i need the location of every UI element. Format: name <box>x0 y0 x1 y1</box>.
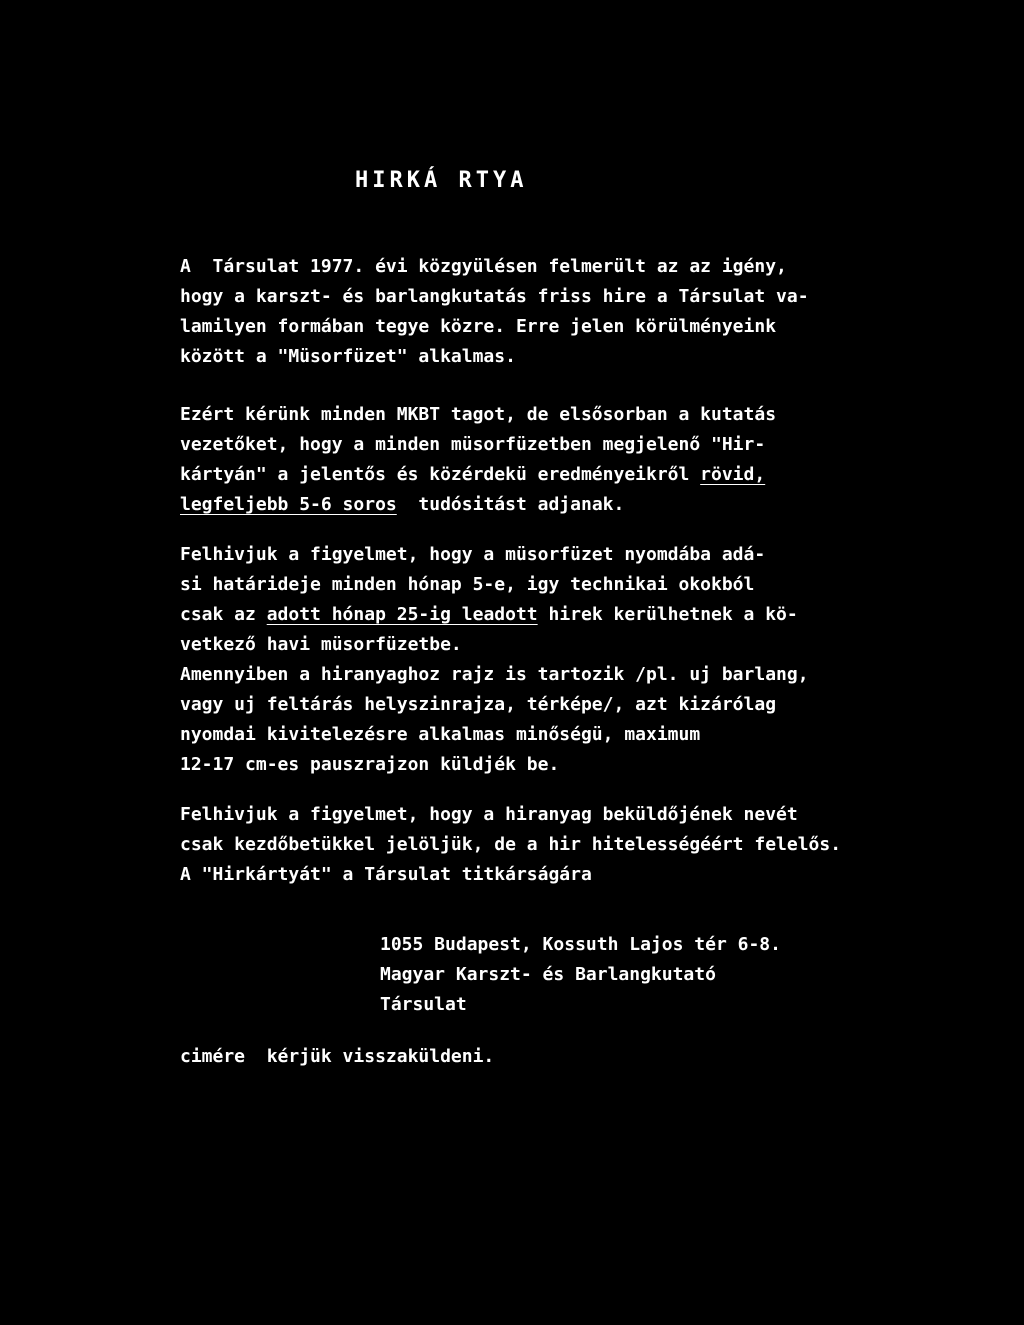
text-segment: hirek kerülhetnek a kö- <box>537 604 798 625</box>
text-line: nyomdai kivitelezésre alkalmas minőségü, maximum <box>180 724 701 745</box>
text-segment: tudósitást adjanak. <box>396 494 625 515</box>
underlined-text: legfeljebb 5-6 soros <box>180 494 397 515</box>
text-line: A "Hirkártyát" a Társulat titkárságára <box>180 864 592 885</box>
text-line: Felhivjuk a figyelmet, hogy a hiranyag beküldőjének nevét <box>180 804 798 825</box>
paragraph-request <box>180 400 880 520</box>
address-line: Magyar Karszt- és Barlangkutató <box>380 964 716 985</box>
text-line: Amennyiben a hiranyaghoz rajz is tartozik /pl. uj barlang, <box>180 664 809 685</box>
page-title: HIRKÁ RTYA <box>355 168 528 193</box>
text-line: Felhivjuk a figyelmet, hogy a müsorfüzet nyomdába adá- <box>180 544 766 565</box>
text-line <box>180 460 880 490</box>
paragraph-intro <box>180 252 880 372</box>
text-line: vetkező havi müsorfüzetbe. <box>180 634 462 655</box>
paragraph-credits <box>180 800 880 890</box>
text-line: között a "Müsorfüzet" alkalmas. <box>180 346 516 367</box>
underlined-text: rövid, <box>700 464 766 485</box>
text-line: lamilyen formában tegye közre. Erre jelen körülményeink <box>180 316 777 337</box>
text-line <box>180 600 880 630</box>
text-segment: csak az <box>180 604 267 625</box>
text-line: vagy uj feltárás helyszinrajza, térképe/, azt kizárólag <box>180 694 777 715</box>
closing-line: cimére kérjük visszaküldeni. <box>180 1046 495 1067</box>
text-segment: kártyán" a jelentős és közérdekü eredményeikről <box>180 464 701 485</box>
text-line: si határideje minden hónap 5-e, igy technikai okokból <box>180 574 755 595</box>
paragraph-deadline <box>180 540 880 780</box>
address-line: 1055 Budapest, Kossuth Lajos tér 6-8. <box>380 934 781 955</box>
text-line: hogy a karszt- és barlangkutatás friss hire a Társulat va- <box>180 286 809 307</box>
text-line: 12-17 cm-es pauszrajzon küldjék be. <box>180 754 560 775</box>
text-line <box>180 490 880 520</box>
address-line: Társulat <box>380 994 467 1015</box>
text-line: csak kezdőbetükkel jelöljük, de a hir hitelességéért felelős. <box>180 834 842 855</box>
mailing-address <box>380 930 781 1020</box>
text-line: Ezért kérünk minden MKBT tagot, de elsősorban a kutatás <box>180 404 777 425</box>
text-line: A Társulat 1977. évi közgyülésen felmerült az az igény, <box>180 256 787 277</box>
text-line: vezetőket, hogy a minden müsorfüzetben megjelenő "Hir- <box>180 434 766 455</box>
underlined-text: adott hónap 25-ig leadott <box>266 604 538 625</box>
